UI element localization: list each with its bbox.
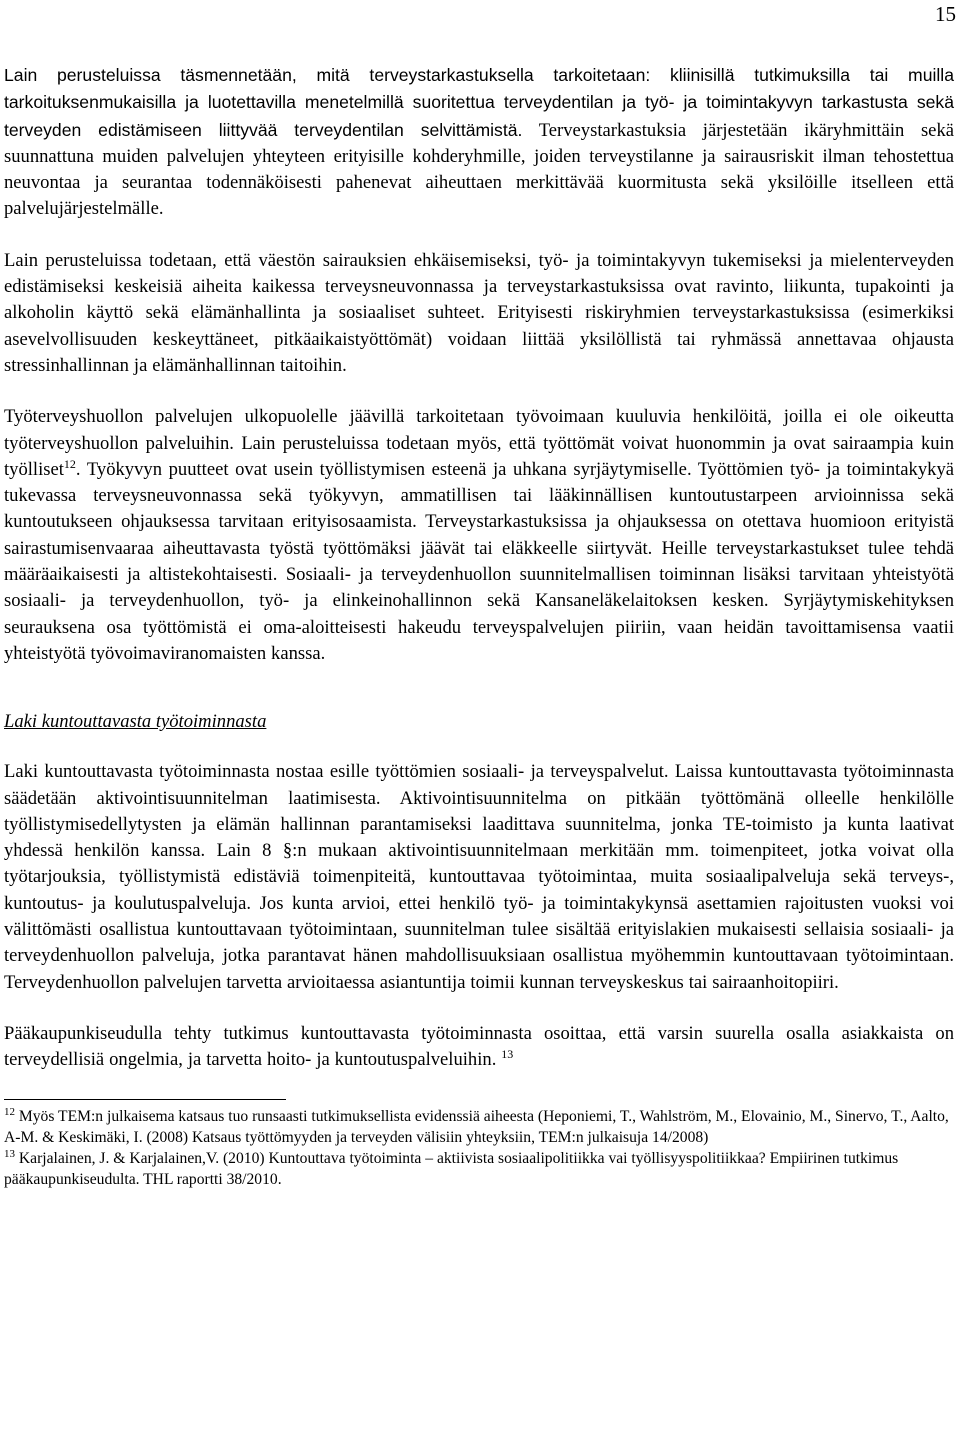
footnote-12 (4, 1106, 954, 1148)
paragraph-health-advice-topics: Lain perusteluissa todetaan, että väestön sairauksien ehkäisemiseksi, työ- ja toimintakyvyn tukemiseksi ja mielenterveyden edistämiseksi keskeisiä aiheita kaikessa terveysneuvonnassa ja terveystarkastuksissa ovat ravinto, liikunta, tupakointi ja alkoholin käyttö sekä elämänhallinta ja sosiaaliset suhteet. Erityisesti riskiryhmien terveystarkastuksissa (esimerkiksi asevelvollisuuden keskeyttäneet, pitkäaikaistyöttömät) voidaan liittää yksilöllistä tai ryhmässä annettavaa ohjausta stressinhallinnan ja elämänhallinnan taitoihin. (4, 249, 954, 376)
footnote-text: Karjalainen, J. & Karjalainen,V. (2010) Kuntouttava työtoiminta – aktiivista sosiaalipolitiikka vai työllisyyspolitiikkaa? Empiirinen tutkimus pääkaupunkiseudulta. THL raportti 38/2010. (4, 1149, 899, 1188)
paragraph-health-checks-lead: Lain perusteluissa täsmennetään, mitä terveystarkastuksella tarkoitetaan: kliinisillä tutkimuksilla tai muilla tarkoituksenmukaisilla ja luotettavilla menetelmillä suoritettua terveydentilan ja työ- ja toimintakyvyn tarkastusta sekä terveyden edistämiseen liittyvää terveydentilan selvittämistä. (4, 65, 954, 140)
paragraph-health-checks (4, 62, 954, 223)
footnote-text: Myös TEM:n julkaisema katsaus tuo runsaasti tutkimuksellista evidenssiä aiheesta (Heponiemi, T., Wahlström, M., Elovainio, M., Sinervo, T., Aalto, A-M. & Keskimäki, I. (2008) Katsaus työttömyyden ja terveyden välisiin yhteyksiin, TEM:n julkaisuja 14/2008) (4, 1107, 949, 1146)
footnote-number: 13 (4, 1147, 15, 1160)
footnote-13 (4, 1148, 954, 1190)
footnote-number: 12 (4, 1105, 15, 1118)
document-body (4, 62, 954, 1190)
paragraph-capital-region-study-text: Pääkaupunkiseudulla tehty tutkimus kuntouttavasta työtoiminnasta osoittaa, että varsin suurella osalla asiakkaista on terveydellisiä ongelmia, ja tarvetta hoito- ja kuntoutuspalveluihin. (4, 1022, 954, 1071)
footnote-ref-12[interactable]: 12 (63, 456, 76, 471)
footnote-ref-13[interactable]: 13 (501, 1047, 514, 1062)
page-number: 15 (935, 2, 956, 26)
paragraph-unemployed-services-start: Työterveyshuollon palvelujen ulkopuolelle jäävillä tarkoitetaan työvoimaan kuuluvia henkilöitä, joilla ei ole oikeutta työterveyshuollon palveluihin. Lain perusteluissa todetaan myös, että työttömät voivat huonommin ja ovat sairaampia kuin työlliset (4, 406, 954, 480)
paragraph-unemployed-services (4, 404, 954, 667)
paragraph-capital-region-study (4, 1021, 954, 1074)
paragraph-health-checks-rest: Terveystarkastuksia järjestetään ikäryhmittäin sekä suunnattuna muiden palvelujen yhteyteen erityisille kohderyhmille, joiden terveystilanne ja sairausriskit ilman tehostettua neuvontaa ja seurantaa todennäköisesti pahenevat aiheuttaen merkittävää kuormitusta sekä yksilöille itselleen että palvelujärjestelmälle. (4, 119, 954, 220)
footnote-divider (4, 1099, 286, 1100)
paragraph-unemployed-services-end: . Työkyvyn puutteet ovat usein työllistymisen esteenä ja uhkana syrjäytymiselle. Työttömien työ- ja toimintakykyä tukevassa terveysneuvonnassa sekä työkyvyn, ammatillisen tai lääkinnällisen kuntoutustarpeen arvioinnissa sekä kuntoutukseen ohjauksessa tarvitaan erityisosaamista. Terveystarkastuksissa ja ohjauksessa on otettava huomioon erityistä sairastumisenvaaraa aiheuttavasta työstä työttömäksi jäävät tai eläkkeelle siirtyvät. Heille terveystarkastukset tulee tehdä määräaikaisesti ja altistekohtaisesti. Sosiaali- ja terveydenhuollon suunnitelmallisen toiminnan lisäksi tarvitaan yhteistyötä sosiaali- ja terveydenhuollon, työ- ja elinkeinohallinnon sekä Kansaneläkelaitoksen kesken. Syrjäytymiskehityksen seurauksena osa työttömistä ei oma-aloitteisesti hakeudu terveyspalvelujen piiriin, vaan heidän tavoittamisensa vaatii yhteistyötä työvoimaviranomaisten kanssa. (4, 458, 954, 664)
section-heading: Laki kuntouttavasta työtoiminnasta (4, 711, 267, 733)
paragraph-activation-plan: Laki kuntouttavasta työtoiminnasta nostaa esille työttömien sosiaali- ja terveyspalvelut. Laissa kuntouttavasta työtoiminnasta säädetään aktivointisuunnitelman laatimisesta. Aktivointisuunnitelma on pitkään työttömänä olleelle henkilölle työllistymisedellytysten ja elämän hallinnan parantamiseksi laadittava suunnitelma, jonka TE-toimisto ja kunta laativat yhdessä henkilön kanssa. Lain 8 §:n mukaan aktivointisuunnitelmaan merkitään mm. toimenpiteet, jotka voivat olla työtarjouksia, työllistymistä edistäviä toimenpiteitä, kuntouttavaa työtoimintaa, muita sosiaalipalveluja sekä terveys-, kuntoutus- ja koulutuspalveluja. Jos kunta arvioi, ettei henkilö työ- ja toimintakykynsä asettamien rajoitusten vuoksi voi välittömästi osallistua kuntouttavaan työtoimintaan, suunnitelman tulee sisältää erityislakien mukaisesti sellaisia sosiaali- ja terveydenhuollon palveluja, jotka parantavat hänen mahdollisuuksiaan osallistua myöhemmin kuntouttavaan työtoimintaan. Terveydenhuollon palvelujen tarvetta arvioitaessa asiantuntija toimii kunnan terveyskeskus tai sairaanhoitopiiri. (4, 761, 954, 993)
